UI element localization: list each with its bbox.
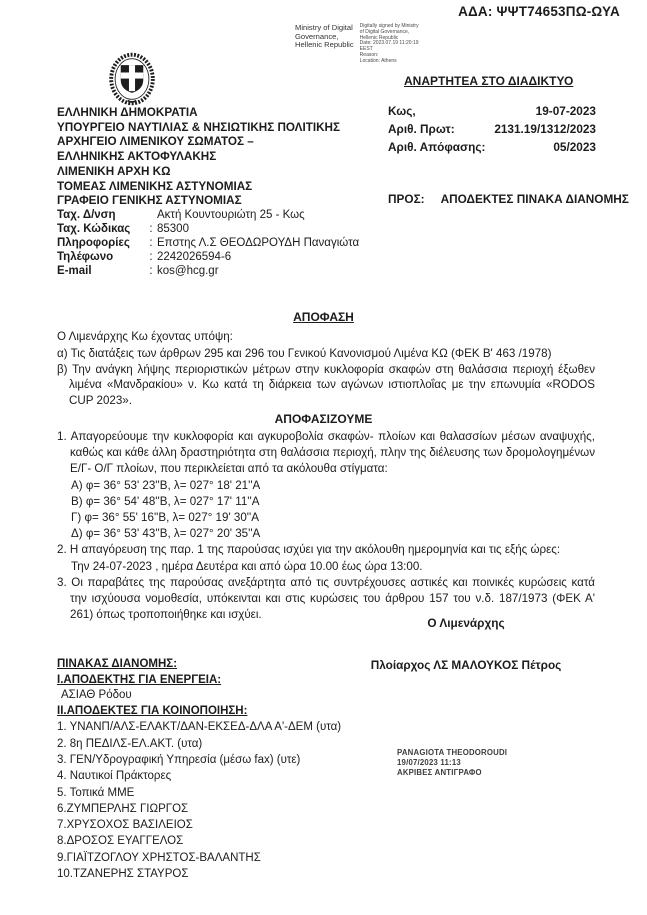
certified-copy-stamp bbox=[397, 748, 507, 778]
signature-detail-line: Date: 2023.07.19 11:20:19 bbox=[359, 40, 419, 47]
greek-coat-of-arms-icon bbox=[106, 50, 158, 113]
cc-item: 9.ΓΙΑΪΤΖΟΓΛΟΥ ΧΡΗΣΤΟΣ-ΒΑΛΑΝΤΗΣ bbox=[57, 851, 261, 864]
docinfo-row bbox=[388, 120, 596, 138]
contact-label: Τηλέφωνο bbox=[57, 251, 114, 264]
contact-value: Ακτή Κουντουριώτη 25 - Κως bbox=[157, 209, 305, 221]
signature-detail-line: Location: Athens bbox=[359, 57, 397, 64]
letterhead-line: ΛΙΜΕΝΙΚΗ ΑΡΧΗ ΚΩ bbox=[57, 164, 171, 178]
distribution-title: ΠΙΝΑΚΑΣ ΔΙΑΝΟΜΗΣ: bbox=[57, 658, 178, 670]
contact-value: 2242026594-6 bbox=[157, 251, 232, 264]
contact-separator bbox=[145, 208, 157, 222]
contact-row bbox=[57, 208, 359, 222]
signature-authority bbox=[295, 24, 354, 65]
letterhead-line: ΕΛΛΗΝΙΚΗΣ ΑΚΤΟΦΥΛΑΚΗΣ bbox=[57, 150, 217, 164]
docinfo-row bbox=[388, 102, 596, 120]
signature-block bbox=[340, 616, 592, 672]
cc-item: 4. Ναυτικοί Πράκτορες bbox=[57, 770, 172, 783]
contact-separator: : bbox=[149, 223, 153, 236]
contact-row bbox=[57, 264, 359, 278]
docinfo-label: Αριθ. Πρωτ: bbox=[388, 122, 455, 136]
pros-value: ΑΠΟΔΕΚΤΕΣ ΠΙΝΑΚΑ ΔΙΑΝΟΜΗΣ bbox=[440, 192, 629, 206]
signature-detail-line: EEST bbox=[359, 46, 373, 53]
stamp-name: PANAGIOTA THEODOROUDI bbox=[397, 748, 508, 757]
cc-item: 7.ΧΡΥΣΟΧΟΣ ΒΑΣΙΛΕΙΟΣ bbox=[57, 819, 193, 832]
cc-item: 8.ΔΡΟΣΟΣ ΕΥΑΓΓΕΛΟΣ bbox=[57, 835, 184, 848]
ada-code: ΑΔΑ: ΨΨΤ74653ΠΩ-ΩΥΑ bbox=[458, 4, 620, 19]
docinfo-label: Κως, bbox=[388, 104, 416, 118]
stamp-text: ΑΚΡΙΒΕΣ ΑΝΤΙΓΡΑΦΟ bbox=[397, 768, 482, 777]
authority-line: Governance, bbox=[295, 31, 339, 41]
signature-details bbox=[360, 24, 419, 65]
letterhead bbox=[57, 106, 340, 209]
cc-item: 5. Τοπικά ΜΜΕ bbox=[57, 786, 135, 799]
contact-label: Ταχ. Δ/νση bbox=[57, 209, 116, 221]
operative-item-1: 1. Απαγορεύουμε την κυκλοφορία και αγκυροβολία σκαφών- πλοίων και θαλασσίων μέσων αναψυχής, καθώς και κάθε άλλη δραστηριότητα στη θαλάσσια περιοχή, πλην της διέλευσης των δρομολογημένων Ε/Γ- Ο/Γ πλοίων, που περικλείεται από τα ακόλουθα στίγματα: bbox=[57, 430, 595, 476]
operative-item-2-dates: Την 24-07-2023 , ημέρα Δευτέρα και από ώρα 10.00 έως ώρα 13:00. bbox=[71, 559, 423, 573]
signature-detail-line: Reason: bbox=[359, 51, 379, 58]
contact-row bbox=[57, 222, 359, 236]
coordinate-line: Α) φ= 36° 53' 23''Β, λ= 027° 18' 21''Α bbox=[71, 478, 261, 492]
stamp-datetime: 19/07/2023 11:13 bbox=[397, 758, 461, 767]
docinfo-row bbox=[388, 138, 596, 156]
contact-block bbox=[57, 208, 359, 278]
recipients-line bbox=[388, 192, 629, 206]
docinfo-value: 2131.19/1312/2023 bbox=[494, 122, 596, 136]
contact-label: E-mail bbox=[57, 265, 92, 278]
coordinate-line: Δ) φ= 36° 53' 43''Β, λ= 027° 20' 35''Α bbox=[71, 527, 261, 541]
digital-signature-stamp bbox=[295, 24, 419, 65]
cc-item: 2. 8η ΠΕΔΙΛΣ-ΕΛ.ΑΚΤ. (υτα) bbox=[57, 737, 203, 750]
decision-intro: Ο Λιμενάρχης Κω έχοντας υπόψη: bbox=[57, 330, 233, 343]
consideration-item: α) Τις διατάξεις των άρθρων 295 και 296 του Γενικού Κανονισμού Λιμένα ΚΩ (ΦΕΚ Β' 463 /1978) bbox=[57, 347, 552, 360]
docinfo-label: Αριθ. Απόφασης: bbox=[388, 140, 486, 154]
signatory-title: Ο Λιμενάρχης bbox=[427, 616, 505, 630]
internet-posting-label: ΑΝΑΡΤΗΤΕΑ ΣΤΟ ΔΙΑΔΙΚΤΥΟ bbox=[404, 74, 574, 88]
docinfo-value: 19-07-2023 bbox=[535, 104, 596, 118]
signature-detail-line: Hellenic Republic bbox=[359, 34, 399, 41]
signatory-name: Πλοίαρχος ΛΣ ΜΑΛΟΥΚΟΣ Πέτρος bbox=[370, 658, 562, 672]
consideration-item: β) Την ανάγκη λήψης περιοριστικών μέτρων στην κυκλοφορία σκαφών στη θαλάσσια περιοχή έξωθεν λιμένα «Μανδρακίου» ν. Κω κατά τη διάρκεια των αγώνων ιστιοπλοΐας με την επωνυμία «RODOS CUP 2023». bbox=[57, 362, 595, 407]
distribution-action-header: Ι.ΑΠΟΔΕΚΤΗΣ ΓΙΑ ΕΝΕΡΓΕΙΑ: bbox=[57, 673, 222, 686]
letterhead-line: ΕΛΛΗΝΙΚΗ ΔΗΜΟΚΡΑΤΙΑ bbox=[57, 106, 198, 119]
cc-item: 10.ΤΖΑΝΕΡΗΣ ΣΤΑΥΡΟΣ bbox=[57, 868, 189, 881]
letterhead-line: ΑΡΧΗΓΕΙΟ ΛΙΜΕΝΙΚΟΥ ΣΩΜΑΤΟΣ – bbox=[57, 135, 254, 149]
cc-item: 1. ΥΝΑΝΠ/ΑΛΣ-ΕΛΑΚΤ/ΔΑΝ-ΕΚΣΕΔ-ΔΛΑ Α'-ΔΕΜ (υτα) bbox=[57, 721, 342, 734]
distribution-block bbox=[57, 657, 341, 882]
contact-value: 85300 bbox=[157, 223, 189, 236]
contact-separator: : bbox=[149, 237, 153, 250]
contact-separator: : bbox=[149, 265, 153, 278]
contact-separator: : bbox=[149, 251, 153, 264]
cc-item: 6.ΖΥΜΠΕΡΛΗΣ ΓΙΩΡΓΟΣ bbox=[57, 802, 189, 815]
considerations-block bbox=[57, 346, 595, 408]
contact-row bbox=[57, 236, 359, 250]
contact-label: Ταχ. Κώδικας bbox=[57, 223, 131, 236]
operative-item-2: 2. Η απαγόρευση της παρ. 1 της παρούσας ισχύει για την ακόλουθη ημερομηνία και τις εξής ώρες: bbox=[57, 543, 561, 557]
coordinate-line: Β) φ= 36° 54' 48''Β, λ= 027° 17' 11''Α bbox=[71, 494, 260, 508]
operative-block bbox=[57, 429, 595, 623]
document-info-block bbox=[388, 102, 596, 156]
authority-line: Hellenic Republic bbox=[295, 40, 354, 50]
signature-detail-line: of Digital Governance, bbox=[359, 28, 410, 35]
cc-item: 3. ΓΕΝ/Υδρογραφική Υπηρεσία (μέσω fax) (υτε) bbox=[57, 753, 301, 766]
operative-item-3: 3. Οι παραβάτες της παρούσας ανεξάρτητα από τις συντρέχουσες αστικές και ποινικές κυρώσεις κατά την ισχύουσα νομοθεσία, υπόκεινται και στις κυρώσεις του άρθρου 157 του ν.δ. 187/1973 (ΦΕΚ Α' 261) όπως τροποποιήθηκε και ισχύει. bbox=[57, 575, 595, 622]
authority-line: Ministry of Digital bbox=[295, 23, 353, 32]
contact-value: Επστης Λ.Σ ΘΕΟΔΩΡΟΥΔΗ Παναγιώτα bbox=[157, 237, 360, 250]
contact-row bbox=[57, 250, 359, 264]
contact-label: Πληροφορίες bbox=[57, 237, 130, 250]
contact-value: kos@hcg.gr bbox=[157, 265, 219, 278]
letterhead-line: ΥΠΟΥΡΓΕΙΟ ΝΑΥΤΙΛΙΑΣ & ΝΗΣΙΩΤΙΚΗΣ ΠΟΛΙΤΙΚΗΣ bbox=[57, 120, 341, 134]
letterhead-line: ΤΟΜΕΑΣ ΛΙΜΕΝΙΚΗΣ ΑΣΤΥΝΟΜΙΑΣ bbox=[57, 179, 253, 193]
docinfo-value: 05/2023 bbox=[553, 140, 596, 154]
distribution-cc-header: ΙΙ.ΑΠΟΔΕΚΤΕΣ ΓΙΑ ΚΟΙΝΟΠΟΙΗΣΗ: bbox=[57, 704, 248, 717]
distribution-action-recipient: ΑΣΙΑΘ Ρόδου bbox=[61, 689, 132, 702]
coordinate-line: Γ) φ= 36° 55' 16''Β, λ= 027° 19' 30''Α bbox=[71, 511, 259, 525]
pros-label: ΠΡΟΣ: bbox=[388, 192, 425, 206]
distribution-cc-list bbox=[57, 719, 341, 882]
letterhead-line: ΓΡΑΦΕΙΟ ΓΕΝΙΚΗΣ ΑΣΤΥΝΟΜΙΑΣ bbox=[57, 194, 242, 208]
operative-title: ΑΠΟΦΑΣΙΖΟΥΜΕ bbox=[274, 412, 373, 426]
signature-detail-line: Digitally signed by Ministry bbox=[359, 23, 419, 29]
decision-title: ΑΠΟΦΑΣΗ bbox=[293, 310, 354, 324]
